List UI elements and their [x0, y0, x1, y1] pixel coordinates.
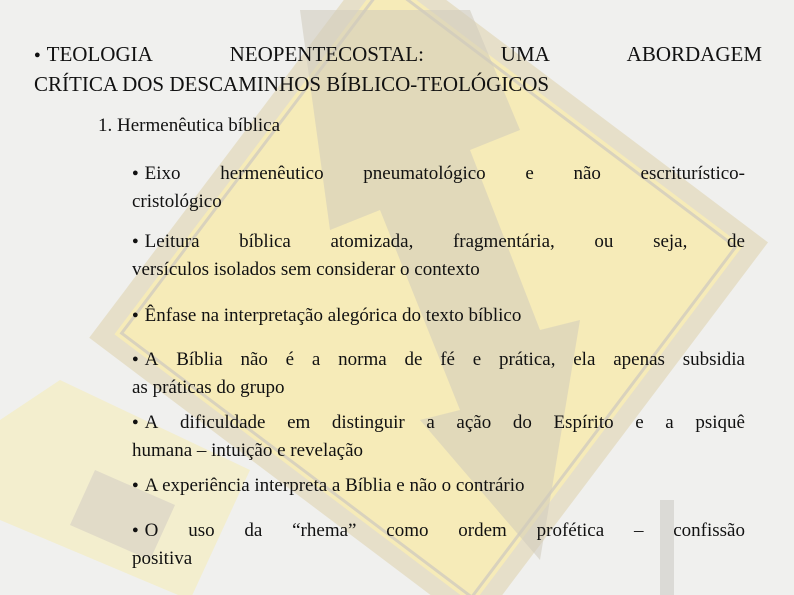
bullet-icon: ●	[132, 167, 139, 180]
bullet-icon: ●	[132, 524, 139, 537]
title-word-1: ● TEOLOGIA	[34, 40, 153, 70]
list-item-2: ● Leitura bíblica atomizada, fragmentária, ou seja, de versículos isolados sem considerar o contexto	[132, 228, 745, 283]
list-item-7: ● O uso da “rhema” como ordem profética – confissão positiva	[132, 517, 745, 572]
section-heading: 1. Hermenêutica bíblica	[98, 115, 281, 136]
bullet-icon: ●	[132, 353, 139, 366]
title-word-3: UMA	[500, 42, 550, 66]
bullet-icon: ●	[132, 416, 139, 429]
slide-title	[34, 40, 762, 98]
list-item-3: ● Ênfase na interpretação alegórica do texto bíblico	[132, 302, 745, 330]
title-word-4: ABORDAGEM	[626, 42, 762, 66]
bullet-icon: ●	[132, 235, 139, 248]
title-line-1	[34, 40, 762, 70]
title-word-2: NEOPENTECOSTAL:	[229, 42, 424, 66]
list-item-5: ● A dificuldade em distinguir a ação do Espírito e a psiquê humana – intuição e revelação	[132, 409, 745, 464]
list-item-6: ● A experiência interpreta a Bíblia e não o contrário	[132, 472, 745, 500]
title-line-2: CRÍTICA DOS DESCAMINHOS BÍBLICO-TEOLÓGICOS	[34, 72, 550, 97]
bullet-icon: ●	[132, 309, 139, 322]
list-item-4: ● A Bíblia não é a norma de fé e prática, ela apenas subsidia as práticas do grupo	[132, 346, 745, 401]
bullet-icon: ●	[132, 479, 139, 492]
list-item-1: ● Eixo hermenêutico pneumatológico e não escriturístico- cristológico	[132, 160, 745, 215]
bullet-icon: ●	[34, 49, 41, 62]
